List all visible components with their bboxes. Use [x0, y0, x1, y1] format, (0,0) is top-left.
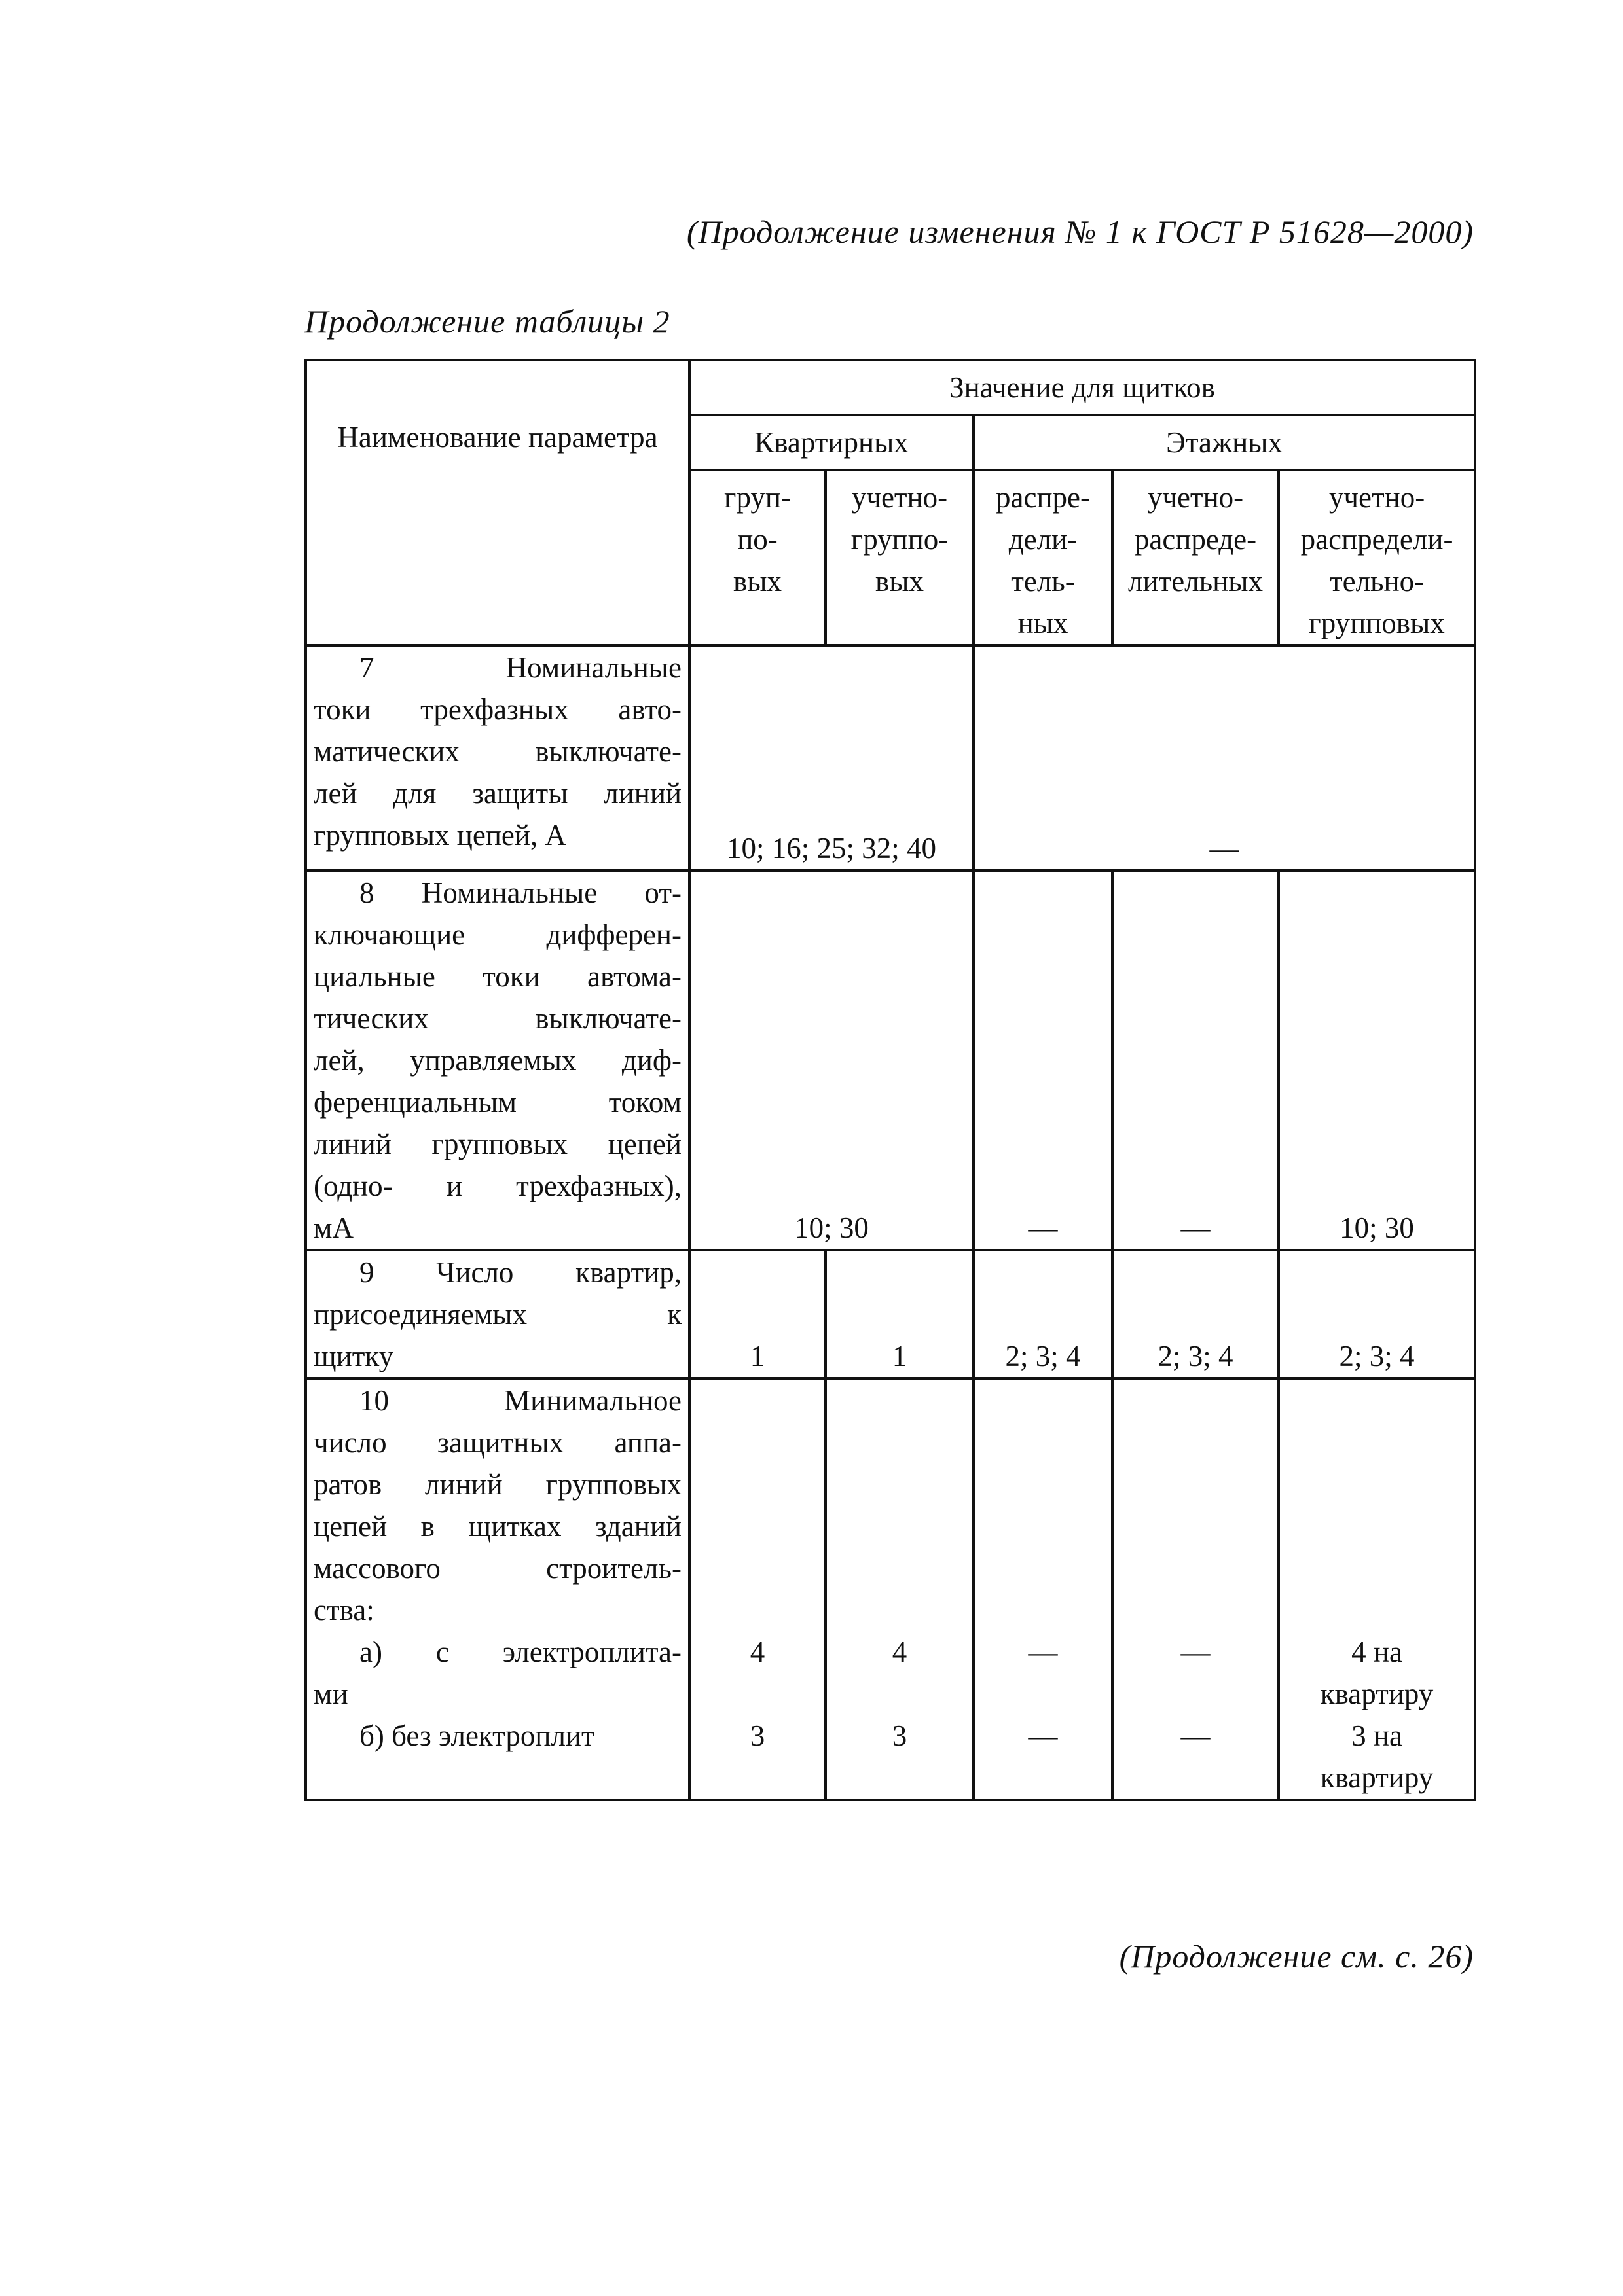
column-group-floor: Этажных	[974, 415, 1475, 470]
row-9-metering-group-value: 1	[826, 1250, 974, 1378]
column-header-distribution: распре- дели- тель- ных	[974, 470, 1112, 645]
row-10-metering-group-value: 4 3	[826, 1378, 974, 1800]
parameters-table	[304, 359, 1476, 1801]
row-9-group-value: 1	[689, 1250, 826, 1378]
table-row	[306, 870, 1475, 1250]
column-header-group: груп- по- вых	[689, 470, 826, 645]
row-7-parameter: 7 Номинальные токи трехфазных авто- матических выключате- лей для защиты линий групповых цепей, А	[306, 645, 689, 870]
row-10-group-value: 4 3	[689, 1378, 826, 1800]
column-header-metering-distribution-group: учетно- распредели- тельно- групповых	[1279, 470, 1475, 645]
row-9-metering-distribution-group-value: 2; 3; 4	[1279, 1250, 1475, 1378]
row-7-floor-value: —	[974, 645, 1475, 870]
row-8-apartment-value: 10; 30	[689, 870, 974, 1250]
row-10-metering-distribution-group-value: 4 на квартиру 3 на квартиру	[1279, 1378, 1475, 1800]
table-row	[306, 1378, 1475, 1800]
row-8-distribution-value: —	[974, 870, 1112, 1250]
row-10-parameter: 10 Минимальное число защитных аппа- ратов линий групповых цепей в щитках зданий массового строитель- ства: а) с электроплита- ми б) без электроплит	[306, 1378, 689, 1800]
row-9-metering-distribution-value: 2; 3; 4	[1112, 1250, 1279, 1378]
row-10-sub-b: б) без электроплит	[359, 1719, 594, 1752]
page-header: (Продолжение изменения № 1 к ГОСТ Р 51628—2000)	[686, 213, 1474, 250]
row-8-parameter: 8 Номинальные от- ключающие дифферен- циальные токи автома- тических выключате- лей, управляемых диф- ференциальным током линий групповых цепей (одно- и трехфазных), мА	[306, 870, 689, 1250]
row-10-distribution-value: — —	[974, 1378, 1112, 1800]
column-group-apartment: Квартирных	[689, 415, 974, 470]
table-row	[306, 1250, 1475, 1378]
column-header-parameter: Наименование параметра	[306, 360, 689, 645]
row-10-sub-a: а) с электроплита-	[359, 1636, 682, 1668]
column-header-metering-distribution: учетно- распреде- лительных	[1112, 470, 1279, 645]
column-header-values: Значение для щитков	[689, 360, 1475, 415]
row-7-apartment-value: 10; 16; 25; 32; 40	[689, 645, 974, 870]
column-header-metering-group: учетно- группо- вых	[826, 470, 974, 645]
row-9-parameter: 9 Число квартир, присоединяемых к щитку	[306, 1250, 689, 1378]
row-8-metering-distribution-value: —	[1112, 870, 1279, 1250]
row-10-metering-distribution-value: — —	[1112, 1378, 1279, 1800]
row-9-distribution-value: 2; 3; 4	[974, 1250, 1112, 1378]
row-8-metering-distribution-group-value: 10; 30	[1279, 870, 1475, 1250]
table-row	[306, 645, 1475, 870]
footer-note: (Продолжение см. с. 26)	[1119, 1938, 1474, 1975]
table-caption: Продолжение таблицы 2	[304, 303, 670, 340]
